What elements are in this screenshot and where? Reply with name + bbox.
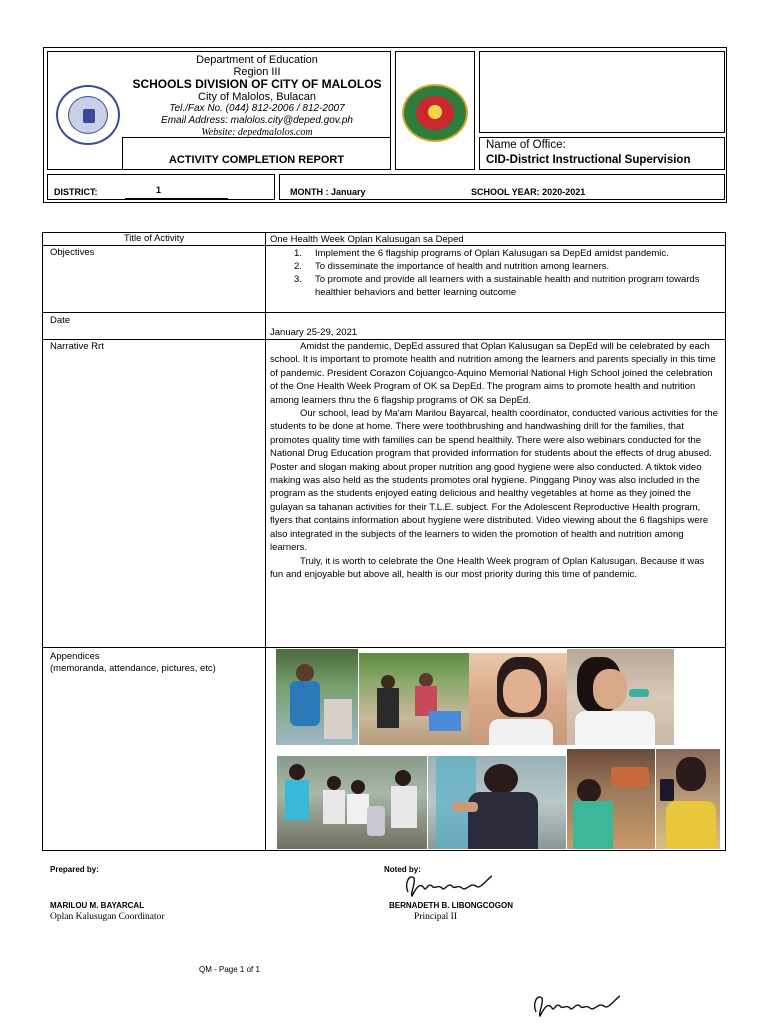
signature-icon <box>400 870 500 902</box>
division-name: SCHOOLS DIVISION OF CITY OF MALOLOS <box>132 77 382 91</box>
date-value: January 25-29, 2021 <box>270 327 358 338</box>
preparer-title: Oplan Kalusugan Coordinator <box>50 912 165 922</box>
district-underline <box>125 198 228 199</box>
district-label: DISTRICT: <box>54 187 98 197</box>
objectives-row <box>43 246 725 313</box>
photo-group-activity <box>277 756 427 849</box>
objectives-list <box>270 247 720 299</box>
district-cell <box>47 174 275 200</box>
objective-item: 1. Implement the 6 flagship programs of Oplan Kalusugan sa DepEd amidst pandemic. <box>294 248 669 259</box>
photo-toothbrushing-1 <box>469 653 567 745</box>
school-year-text: SCHOOL YEAR: 2020-2021 <box>471 187 586 197</box>
office-value: CID-District Instructional Supervision <box>486 154 691 166</box>
date-label: Date <box>50 315 71 326</box>
blank-cell <box>479 51 725 133</box>
title-row <box>43 233 725 246</box>
office-cell <box>479 137 725 170</box>
appendices-sub: (memoranda, attendance, pictures, etc) <box>50 663 216 674</box>
photo-handwashing-2 <box>428 756 566 849</box>
report-title: ACTIVITY COMPLETION REPORT <box>168 154 345 166</box>
objectives-label: Objectives <box>50 247 95 258</box>
division-seal-cell <box>395 51 475 170</box>
preparer-name: MARILOU M. BAYARCAL <box>50 901 145 910</box>
photo-toothbrushing-2 <box>567 649 674 745</box>
photo-phone <box>656 749 720 849</box>
report-title-cell <box>122 137 391 170</box>
district-value: 1 <box>156 185 162 195</box>
signature-bottom-icon <box>528 990 628 1022</box>
report-header <box>43 47 727 203</box>
appendices-label: Appendices <box>50 651 100 662</box>
dept-name: Department of Education <box>196 54 318 66</box>
title-value: One Health Week Oplan Kalusugan sa Deped <box>270 234 464 245</box>
month-text: MONTH : January <box>290 187 366 197</box>
narrative-row <box>43 340 725 648</box>
narrative-paragraph: Our school, lead by Ma'am Marilou Bayarcal, health coordinator, conducted various activities for the students to be done at home. There were toothbrushing and handwashing drill for the families, that promotes quality time with families can be spend healthily. There were also webinars conducted for the National Drug Education program that provided information for students about the effects of drug abused. Poster and slogan making about proper nutrition ang good hygiene were also conducted. A tiktok video making was also held as the students promotes oral hygiene. Pinggang Pinoy was also included in the program as the students enjoyed eating delicious and healthy vegetables at home as they joined the gulayan sa tahanan activities for their T.L.E. subject. For the Adolescent Reproductive Health program, flyers that contains information about hygiene were distributed. Video viewing about the 6 flagships were also integrated in the subjects of the learners to widen the promotion of health and nutrition among learners. <box>270 408 718 554</box>
noted-by-label: Noted by: <box>384 865 421 874</box>
email-address: Email Address: malolos.city@deped.gov.ph <box>161 115 353 126</box>
division-seal-icon <box>402 84 468 142</box>
narrative-paragraph: Amidst the pandemic, DepEd assured that Oplan Kalusugan sa DepEd will be celebrated by each school. It is important to promote health and nutrition among the learners and parents specially in this time of pandemic. President Corazon Cojuangco-Aquino Memorial National High School joined the celebration of the One Health Week Program of OK sa DepEd. The program aims to promote health and nutrition among learners thru the 6 flagship programs of OK sa DepEd. <box>270 341 716 406</box>
narrative-paragraph: Truly, it is worth to celebrate the One Health Week program of Oplan Kalusugan. Because it was fun and enjoyable but above all, health is our most priority during this time of pandemic. <box>270 555 705 580</box>
photo-handwashing <box>276 649 358 745</box>
prepared-by-label: Prepared by: <box>50 865 99 874</box>
noter-name: BERNADETH B. LIBONGCOGON <box>389 901 513 910</box>
deped-seal-icon <box>56 85 120 145</box>
page-number: QM - Page 1 of 1 <box>199 965 260 974</box>
photo-vegetables <box>567 749 655 849</box>
telfax: Tel./Fax No. (044) 812-2006 / 812-2007 <box>169 103 345 114</box>
website: Website: depedmalolos.com <box>201 127 313 138</box>
office-label: Name of Office: <box>486 139 566 151</box>
region-name: Region III <box>233 66 281 78</box>
noter-title: Principal II <box>414 912 458 922</box>
title-label: Title of Activity <box>123 233 185 244</box>
narrative-label: Narrative Rrt <box>50 341 104 352</box>
date-row <box>43 313 725 340</box>
narrative-text <box>270 340 720 581</box>
city-name: City of Malolos, Bulacan <box>198 91 316 103</box>
photo-yard <box>359 653 469 745</box>
objective-item: 2. To disseminate the importance of health and nutrition among learners. <box>294 261 610 272</box>
division-info <box>122 54 392 138</box>
objective-item: 3. To promote and provide all learners with a sustainable health and nutrition program towards healthier behaviors and better learning outcome <box>294 274 700 298</box>
month-cell <box>279 174 725 200</box>
